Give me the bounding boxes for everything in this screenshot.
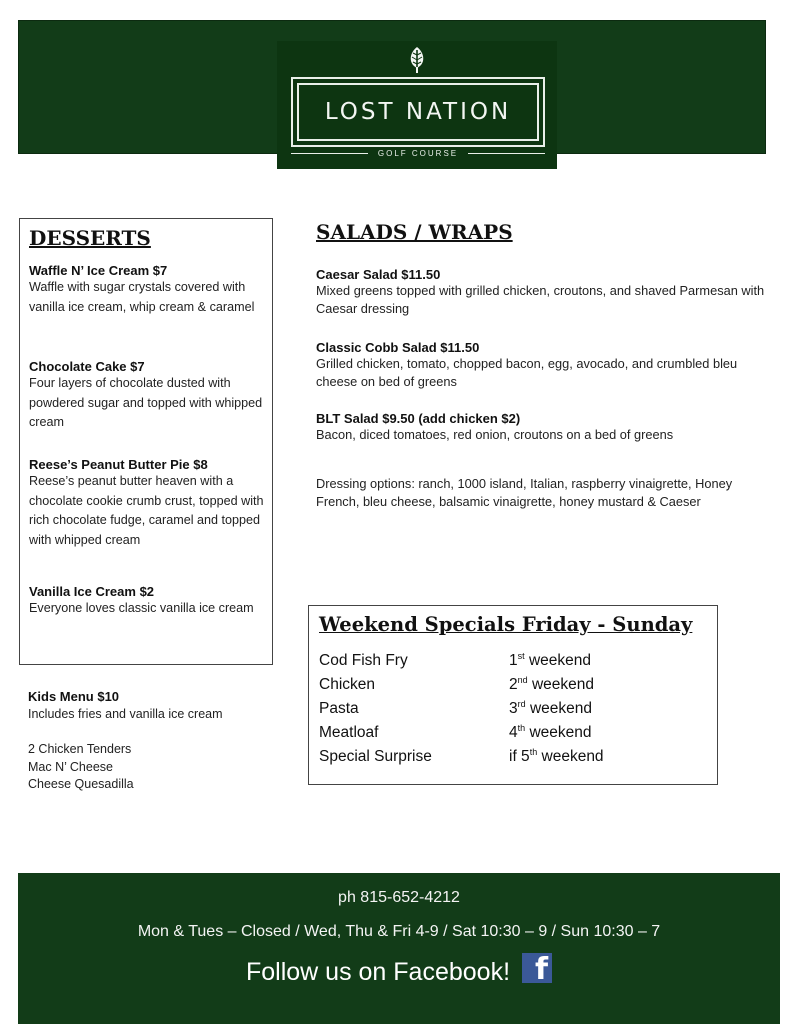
salad-item [316,267,766,318]
kids-option: 2 Chicken Tenders [28,742,132,756]
salad-item-name: BLT Salad $9.50 (add chicken $2) [316,411,521,426]
special-name: Meatloaf [319,724,379,741]
salad-item [316,411,766,444]
dessert-item [29,359,265,433]
kids-menu [28,688,278,794]
special-row [319,649,709,673]
special-name: Cod Fish Fry [319,652,408,669]
dessert-item-desc: Everyone loves classic vanilla ice cream [29,601,254,615]
special-row [319,673,709,697]
kids-option: Cheese Quesadilla [28,777,134,791]
salad-item-desc: Grilled chicken, tomato, chopped bacon, egg, avocado, and crumbled bleu cheese on bed of greens [316,356,738,389]
special-when: if 5th weekend [509,747,604,765]
salad-item-name: Caesar Salad $11.50 [316,267,441,282]
logo [277,41,557,169]
dessert-item [29,584,265,619]
special-when: 2nd weekend [509,675,594,693]
special-when: 1st weekend [509,651,591,669]
specials-list [319,649,709,769]
salad-item-name: Classic Cobb Salad $11.50 [316,340,480,355]
salads-title: SALADS / WRAPS [316,220,513,244]
special-when: 3rd weekend [509,699,592,717]
logo-subtitle-row [291,149,545,158]
dessert-item-name: Chocolate Cake $7 [29,359,145,374]
dessert-item-name: Vanilla Ice Cream $2 [29,584,155,599]
facebook-follow[interactable] [18,953,780,987]
follow-facebook-text: Follow us on Facebook! [245,957,511,986]
special-row [319,745,709,769]
kids-menu-title: Kids Menu $10 [28,689,120,704]
logo-title: LOST NATION [324,99,512,125]
weekend-specials [308,605,718,785]
special-name: Chicken [319,676,375,693]
desserts-section [19,218,273,665]
dessert-item-desc: Four layers of chocolate dusted with powdered sugar and topped with whipped cream [29,376,263,429]
dessert-item-desc: Reese’s peanut butter heaven with a chocolate cookie crumb crust, topped with rich chocolate fudge, caramel and topped with whipped cream [29,474,264,547]
footer-banner [18,873,780,1024]
dessert-item-name: Waffle N’ Ice Cream $7 [29,263,168,278]
special-name: Pasta [319,700,359,717]
special-when: 4th weekend [509,723,592,741]
desserts-title: DESSERTS [29,226,151,250]
kids-option: Mac N’ Cheese [28,759,113,774]
salads-section [316,220,776,509]
phone-number: ph 815-652-4212 [338,889,460,906]
logo-frame [291,77,545,147]
dessert-item [29,457,265,550]
dessert-item-name: Reese’s Peanut Butter Pie $8 [29,457,208,472]
dessert-item-desc: Waffle with sugar crystals covered with vanilla ice cream, whip cream & caramel [29,280,255,314]
dressing-options: Dressing options: ranch, 1000 island, Italian, raspberry vinaigrette, Honey French, bleu cheese, balsamic vinaigrette, honey mustard & Caeser [316,476,733,509]
header-banner [18,20,766,158]
salad-item-desc: Bacon, diced tomatoes, red onion, croutons on a bed of greens [316,427,674,442]
logo-subtitle: GOLF COURSE [377,149,459,158]
special-row [319,721,709,745]
business-hours: Mon & Tues – Closed / Wed, Thu & Fri 4-9 / Sat 10:30 – 9 / Sun 10:30 – 7 [137,923,661,940]
special-name: Special Surprise [319,748,432,765]
salad-item [316,340,766,391]
specials-title: Weekend Specials Friday - Sunday [319,613,693,636]
kids-menu-desc: Includes fries and vanilla ice cream [28,706,223,721]
dessert-item [29,263,265,317]
leaf-icon [405,46,429,74]
facebook-icon[interactable]: f [522,953,552,983]
salad-item-desc: Mixed greens topped with grilled chicken, croutons, and shaved Parmesan with Caesar dressing [316,283,765,316]
special-row [319,697,709,721]
